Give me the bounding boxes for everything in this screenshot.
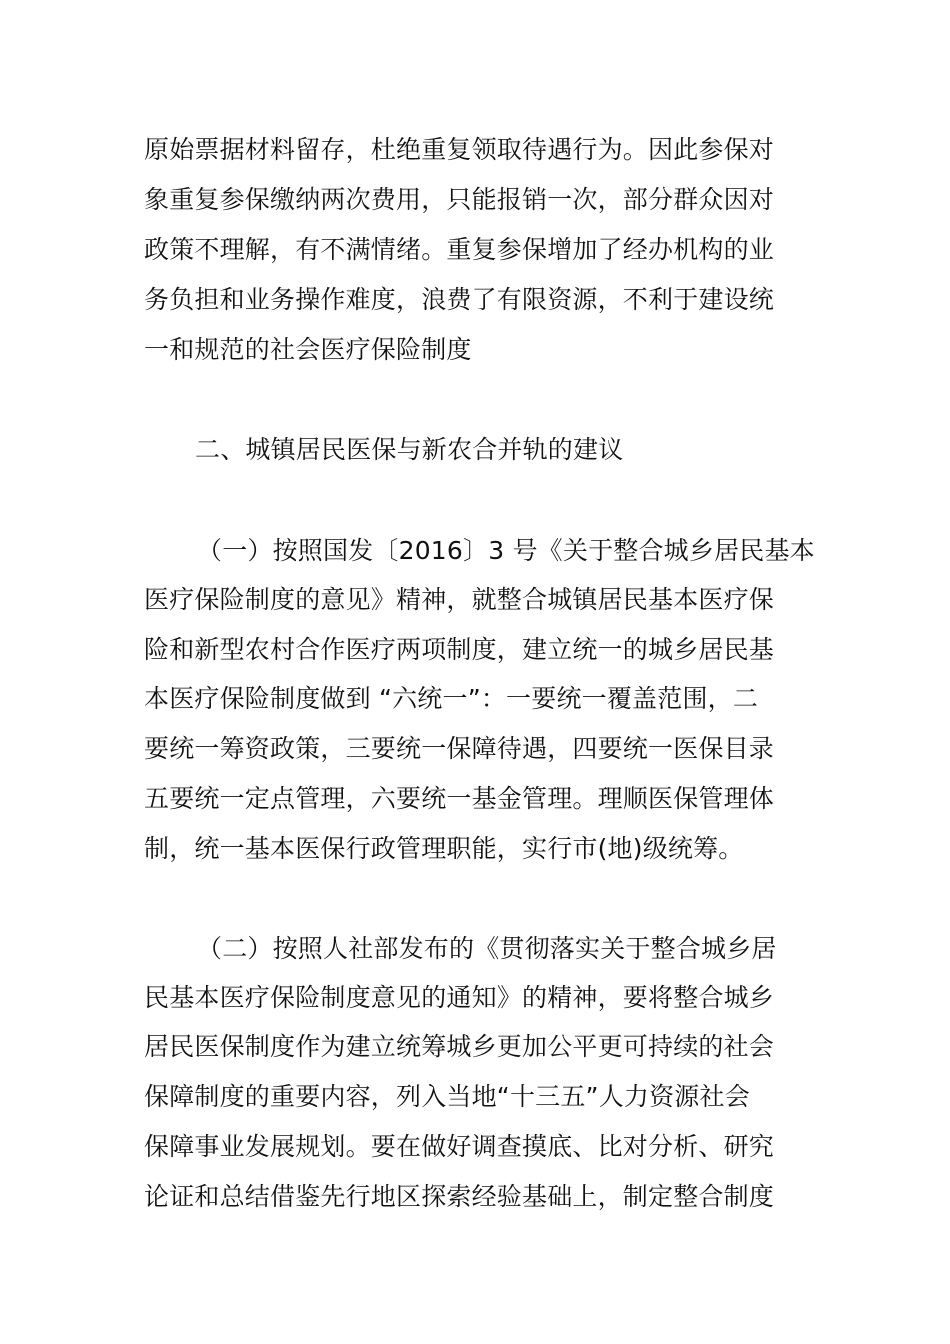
body-text-line: 要统一筹资政策，三要统一保障待遇，四要统一医保目录	[144, 734, 775, 763]
body-text-line: 医疗保险制度的意见》精神，就整合城镇居民基本医疗保	[144, 585, 775, 614]
body-text-line: （二）按照人社部发布的《贯彻落实关于整合城乡居	[197, 934, 777, 963]
body-text-line: （一）按照国发〔2016〕3 号《关于整合城乡居民基本	[197, 536, 815, 565]
body-text-line: 论证和总结借鉴先行地区探索经验基础上，制定整合制度	[144, 1182, 775, 1211]
body-text-line: 五要统一定点管理，六要统一基金管理。理顺医保管理体	[144, 784, 775, 813]
body-text-line: 险和新型农村合作医疗两项制度，建立统一的城乡居民基	[144, 635, 775, 664]
section-heading: 二、城镇居民医保与新农合并轨的建议	[195, 435, 624, 464]
body-text-line: 原始票据材料留存，杜绝重复领取待遇行为。因此参保对	[144, 135, 775, 164]
body-text-line: 务负担和业务操作难度，浪费了有限资源，不利于建设统	[144, 285, 775, 314]
body-text-line: 制，统一基本医保行政管理职能，实行市(地)级统筹。	[144, 834, 744, 863]
body-text-line: 保障制度的重要内容，列入当地“十三五”人力资源社会	[144, 1082, 750, 1111]
body-text-line: 本医疗保险制度做到 “六统一”：一要统一覆盖范围，二	[144, 684, 759, 713]
body-text-line: 保障事业发展规划。要在做好调查摸底、比对分析、研究	[144, 1132, 775, 1161]
body-text-line: 象重复参保缴纳两次费用，只能报销一次，部分群众因对	[144, 185, 775, 214]
body-text-line: 民基本医疗保险制度意见的通知》的精神，要将整合城乡	[144, 983, 775, 1012]
body-text-line: 一和规范的社会医疗保险制度	[144, 335, 472, 364]
body-text-line: 政策不理解，有不满情绪。重复参保增加了经办机构的业	[144, 235, 775, 264]
body-text-line: 居民医保制度作为建立统筹城乡更加公平更可持续的社会	[144, 1032, 775, 1061]
